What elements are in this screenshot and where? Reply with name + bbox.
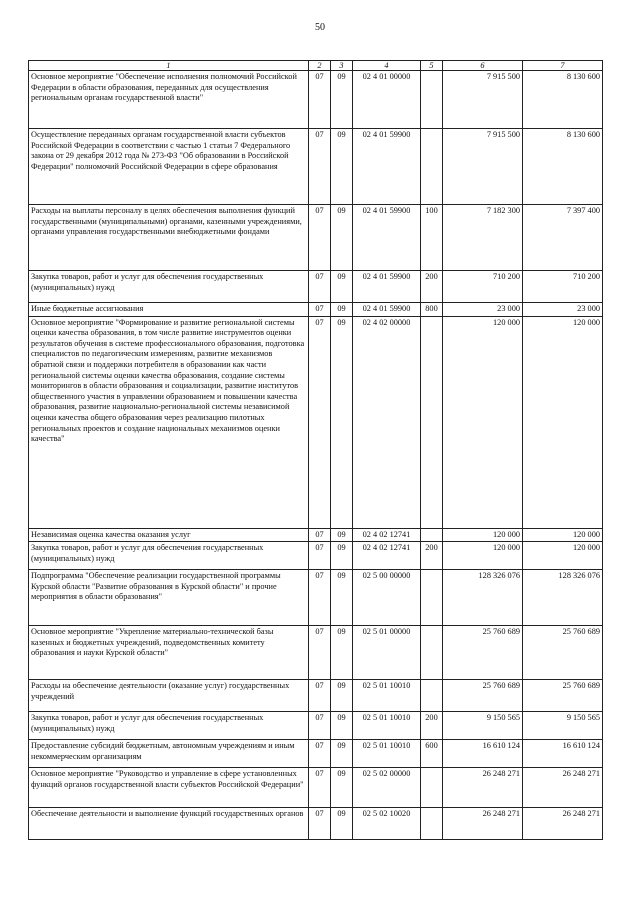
table-row (29, 129, 603, 205)
row-name-cell: Основное мероприятие "Укрепление материально-технической базы казенных и бюджетных учреждений, подведомственных комитету образования и науки Курской области" (29, 626, 309, 680)
row-section-cell: 07 (309, 205, 331, 271)
row-name-cell: Основное мероприятие "Обеспечение исполнения полномочий Российской Федерации в области образования, переданных для осуществления региональным органам государственной власти" (29, 71, 309, 129)
table-row (29, 528, 603, 542)
header-cell: 4 (353, 61, 421, 71)
row-amount-2-cell: 9 150 565 (523, 712, 603, 740)
row-amount-1-cell: 7 182 300 (443, 205, 523, 271)
row-expense-type-cell (421, 570, 443, 626)
row-subsection-cell: 09 (331, 740, 353, 768)
table-row (29, 626, 603, 680)
row-target-code-cell: 02 5 01 00000 (353, 626, 421, 680)
row-target-code-cell: 02 4 01 59900 (353, 205, 421, 271)
row-subsection-cell: 09 (331, 626, 353, 680)
row-section-cell: 07 (309, 129, 331, 205)
row-subsection-cell: 09 (331, 71, 353, 129)
row-target-code-cell: 02 4 02 00000 (353, 316, 421, 528)
row-amount-2-cell: 128 326 076 (523, 570, 603, 626)
row-name-cell: Закупка товаров, работ и услуг для обеспечения государственных (муниципальных) нужд (29, 542, 309, 570)
table-row (29, 808, 603, 840)
row-name-cell: Основное мероприятие "Руководство и управление в сфере установленных функций органов государственной власти субъектов Российской Федерации" (29, 768, 309, 808)
row-section-cell: 07 (309, 71, 331, 129)
row-subsection-cell: 09 (331, 271, 353, 303)
row-name-cell: Предоставление субсидий бюджетным, автономным учреждениям и иным некоммерческим организациям (29, 740, 309, 768)
row-target-code-cell: 02 5 01 10010 (353, 680, 421, 712)
row-amount-2-cell: 8 130 600 (523, 129, 603, 205)
table-row (29, 316, 603, 528)
header-cell: 5 (421, 61, 443, 71)
header-cell: 7 (523, 61, 603, 71)
table-row (29, 740, 603, 768)
header-cell: 6 (443, 61, 523, 71)
row-target-code-cell: 02 4 02 12741 (353, 528, 421, 542)
row-target-code-cell: 02 5 01 10010 (353, 740, 421, 768)
row-section-cell: 07 (309, 570, 331, 626)
row-target-code-cell: 02 5 02 00000 (353, 768, 421, 808)
table-row (29, 542, 603, 570)
row-amount-2-cell: 23 000 (523, 303, 603, 317)
row-target-code-cell: 02 4 01 00000 (353, 71, 421, 129)
table-row (29, 271, 603, 303)
row-name-cell: Обеспечение деятельности и выполнение функций государственных органов (29, 808, 309, 840)
row-subsection-cell: 09 (331, 542, 353, 570)
row-amount-1-cell: 710 200 (443, 271, 523, 303)
row-amount-2-cell: 8 130 600 (523, 71, 603, 129)
row-expense-type-cell (421, 129, 443, 205)
row-section-cell: 07 (309, 740, 331, 768)
row-target-code-cell: 02 4 01 59900 (353, 303, 421, 317)
page-number: 50 (315, 22, 325, 33)
row-subsection-cell: 09 (331, 303, 353, 317)
row-target-code-cell: 02 5 00 00000 (353, 570, 421, 626)
row-expense-type-cell: 600 (421, 740, 443, 768)
table-row (29, 303, 603, 317)
row-subsection-cell: 09 (331, 712, 353, 740)
row-name-cell: Расходы на выплаты персоналу в целях обеспечения выполнения функций государственными (муниципальными) органами, казенными учреждениями, органами управления государственными внебюджетными фондами (29, 205, 309, 271)
row-subsection-cell: 09 (331, 768, 353, 808)
row-section-cell: 07 (309, 542, 331, 570)
row-amount-2-cell: 120 000 (523, 316, 603, 528)
header-cell: 3 (331, 61, 353, 71)
row-amount-1-cell: 26 248 271 (443, 768, 523, 808)
row-section-cell: 07 (309, 768, 331, 808)
row-subsection-cell: 09 (331, 316, 353, 528)
row-amount-2-cell: 120 000 (523, 528, 603, 542)
table-row (29, 205, 603, 271)
row-section-cell: 07 (309, 303, 331, 317)
table-row (29, 768, 603, 808)
row-subsection-cell: 09 (331, 205, 353, 271)
row-section-cell: 07 (309, 626, 331, 680)
row-name-cell: Закупка товаров, работ и услуг для обеспечения государственных (муниципальных) нужд (29, 712, 309, 740)
row-target-code-cell: 02 5 02 10020 (353, 808, 421, 840)
header-cell: 1 (29, 61, 309, 71)
row-amount-2-cell: 26 248 271 (523, 768, 603, 808)
row-subsection-cell: 09 (331, 528, 353, 542)
budget-table (28, 60, 603, 840)
row-expense-type-cell: 200 (421, 712, 443, 740)
row-amount-1-cell: 26 248 271 (443, 808, 523, 840)
row-expense-type-cell (421, 71, 443, 129)
row-amount-2-cell: 25 760 689 (523, 680, 603, 712)
row-amount-1-cell: 120 000 (443, 542, 523, 570)
table-row (29, 712, 603, 740)
row-amount-2-cell: 25 760 689 (523, 626, 603, 680)
row-name-cell: Закупка товаров, работ и услуг для обеспечения государственных (муниципальных) нужд (29, 271, 309, 303)
row-section-cell: 07 (309, 680, 331, 712)
row-name-cell: Осуществление переданных органам государственной власти субъектов Российской Федерации в соответствии с частью 1 статьи 7 Федерального закона от 29 декабря 2012 года № 273-ФЗ "Об образовании в Российской Федерации" полномочий Российской Федерации в сфере образования (29, 129, 309, 205)
row-amount-2-cell: 120 000 (523, 542, 603, 570)
row-expense-type-cell: 200 (421, 271, 443, 303)
row-amount-1-cell: 9 150 565 (443, 712, 523, 740)
row-amount-1-cell: 120 000 (443, 316, 523, 528)
row-target-code-cell: 02 4 02 12741 (353, 542, 421, 570)
row-expense-type-cell (421, 680, 443, 712)
row-amount-2-cell: 26 248 271 (523, 808, 603, 840)
table-header-row (29, 61, 603, 71)
row-expense-type-cell (421, 316, 443, 528)
row-target-code-cell: 02 4 01 59900 (353, 271, 421, 303)
row-amount-1-cell: 7 915 500 (443, 129, 523, 205)
row-subsection-cell: 09 (331, 680, 353, 712)
row-subsection-cell: 09 (331, 570, 353, 626)
row-name-cell: Подпрограмма "Обеспечение реализации государственной программы Курской области "Развитие образования в Курской области" и прочие мероприятия в области образования" (29, 570, 309, 626)
row-section-cell: 07 (309, 316, 331, 528)
row-name-cell: Иные бюджетные ассигнования (29, 303, 309, 317)
row-amount-2-cell: 16 610 124 (523, 740, 603, 768)
row-section-cell: 07 (309, 528, 331, 542)
row-expense-type-cell (421, 768, 443, 808)
row-expense-type-cell: 200 (421, 542, 443, 570)
row-subsection-cell: 09 (331, 129, 353, 205)
row-amount-1-cell: 120 000 (443, 528, 523, 542)
row-amount-1-cell: 16 610 124 (443, 740, 523, 768)
row-name-cell: Основное мероприятие "Формирование и развитие региональной системы оценки качества образования, в том числе развитие инструментов оценки результатов обучения в системе профессионального образования, подготовка специалистов по педагогическим измерениям, развитие механизмов обратной связи и поддержки потребителя в образовании как части региональной системы оценки качества образования, создание системы мониторингов в области образования и социализации, развитие институтов общественного участия в управлении образованием и повышении качества образования, развитие национально-региональной системы независимой оценки качества общего образования через реализацию пилотных региональных проектов и создание национальных механизмов оценки качества" (29, 316, 309, 528)
row-section-cell: 07 (309, 712, 331, 740)
row-amount-2-cell: 7 397 400 (523, 205, 603, 271)
row-amount-2-cell: 710 200 (523, 271, 603, 303)
row-amount-1-cell: 128 326 076 (443, 570, 523, 626)
row-name-cell: Независимая оценка качества оказания услуг (29, 528, 309, 542)
row-expense-type-cell (421, 626, 443, 680)
row-expense-type-cell (421, 528, 443, 542)
table-row (29, 570, 603, 626)
row-amount-1-cell: 23 000 (443, 303, 523, 317)
budget-table-body (29, 61, 603, 840)
row-expense-type-cell: 100 (421, 205, 443, 271)
row-amount-1-cell: 25 760 689 (443, 680, 523, 712)
row-amount-1-cell: 7 915 500 (443, 71, 523, 129)
row-expense-type-cell: 800 (421, 303, 443, 317)
row-subsection-cell: 09 (331, 808, 353, 840)
row-section-cell: 07 (309, 271, 331, 303)
row-section-cell: 07 (309, 808, 331, 840)
row-amount-1-cell: 25 760 689 (443, 626, 523, 680)
table-row (29, 71, 603, 129)
row-expense-type-cell (421, 808, 443, 840)
table-row (29, 680, 603, 712)
row-target-code-cell: 02 5 01 10010 (353, 712, 421, 740)
row-name-cell: Расходы на обеспечение деятельности (оказание услуг) государственных учреждений (29, 680, 309, 712)
row-target-code-cell: 02 4 01 59900 (353, 129, 421, 205)
header-cell: 2 (309, 61, 331, 71)
